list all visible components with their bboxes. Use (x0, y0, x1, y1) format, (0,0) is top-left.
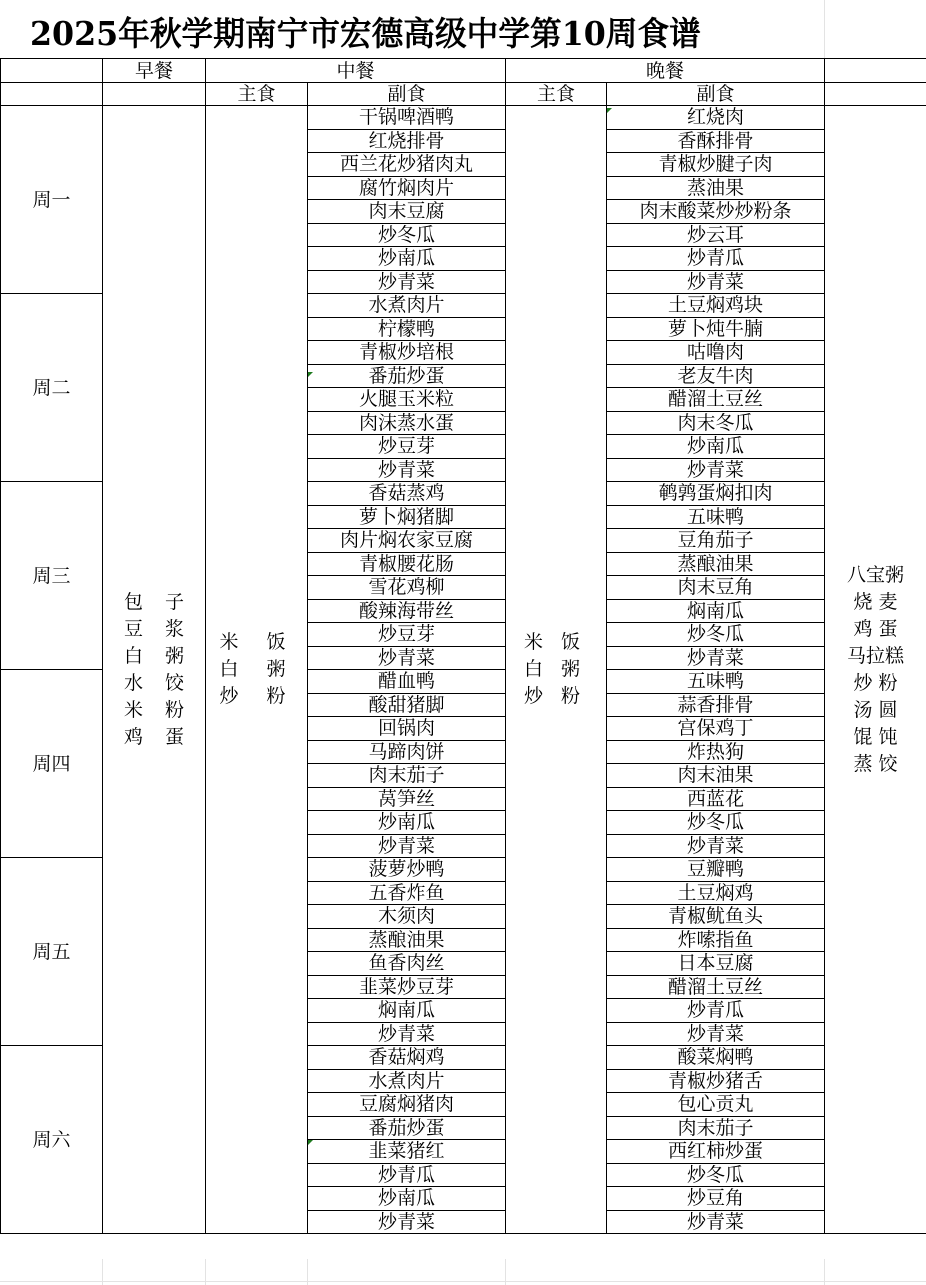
header-lunch: 中餐 (206, 59, 506, 83)
lunch-side-dish: 炒冬瓜 (308, 223, 506, 247)
breakfast-item-char: 浆 (165, 617, 185, 640)
dinner-staple-list (524, 629, 580, 710)
lunch-side-dish: 炒南瓜 (308, 1187, 506, 1211)
day-label: 周五 (1, 858, 103, 1046)
lunch-side-dish: 炒青菜 (308, 646, 506, 670)
lunch-side-dish: 炒青菜 (308, 458, 506, 482)
lunch-side-dish: 柠檬鸭 (308, 317, 506, 341)
night-snack-item: 汤 圆 (853, 698, 898, 721)
empty-header-cell (1, 59, 103, 83)
lunch-side-dish: 炒青菜 (308, 270, 506, 294)
dinner-side-dish: 蒸油果 (607, 176, 825, 200)
lunch-side-dish: 水煮肉片 (308, 1069, 506, 1093)
breakfast-item-char: 饺 (165, 671, 185, 694)
breakfast-item-char: 粥 (165, 644, 185, 667)
dinner-side-dish: 蒸酿油果 (607, 552, 825, 576)
dinner-staple-char: 粥 (561, 658, 581, 680)
dinner-staple-cell (506, 106, 607, 1234)
dinner-side-dish: 炒青菜 (607, 646, 825, 670)
breakfast-list (124, 589, 184, 751)
empty-header-cell (103, 83, 206, 106)
empty-header-cell (1, 83, 103, 106)
lunch-side-dish: 炒豆芽 (308, 435, 506, 459)
lunch-staple-char: 米 (219, 631, 239, 653)
dinner-side-dish: 炸热狗 (607, 740, 825, 764)
lunch-side-dish: 西兰花炒猪肉丸 (308, 153, 506, 177)
night-snack-cell (825, 106, 926, 1234)
lunch-side-dish: 腐竹焖肉片 (308, 176, 506, 200)
lunch-side-dish: 酸甜猪脚 (308, 693, 506, 717)
lunch-staple-char: 粉 (266, 685, 286, 707)
dinner-side-dish: 咕噜肉 (607, 341, 825, 365)
lunch-side-dish: 木须肉 (308, 905, 506, 929)
empty-header-cell (825, 59, 926, 83)
dinner-side-dish: 西蓝花 (607, 787, 825, 811)
dinner-side-dish: 青椒炒猪舌 (607, 1069, 825, 1093)
night-snack-item: 蒸 饺 (853, 752, 898, 775)
empty-header-cell (825, 83, 926, 106)
header-dinner-side: 副食 (607, 83, 825, 106)
header-dinner: 晚餐 (506, 59, 825, 83)
lunch-side-dish: 炒青瓜 (308, 1163, 506, 1187)
day-label: 周一 (1, 106, 103, 294)
lunch-side-dish: 红烧排骨 (308, 129, 506, 153)
dinner-side-dish: 焖南瓜 (607, 599, 825, 623)
breakfast-item-char: 豆 (123, 617, 143, 640)
header-breakfast: 早餐 (103, 59, 206, 83)
dinner-side-dish: 青椒炒腱子肉 (607, 153, 825, 177)
day-label: 周二 (1, 294, 103, 482)
lunch-side-dish: 番茄炒蛋 (308, 1116, 506, 1140)
lunch-side-dish: 酸辣海带丝 (308, 599, 506, 623)
breakfast-cell (103, 106, 206, 1234)
lunch-side-dish: 萝卜焖猪脚 (308, 505, 506, 529)
dinner-side-dish: 炒青瓜 (607, 999, 825, 1023)
lunch-side-dish: 炒青菜 (308, 1210, 506, 1234)
night-snack-item: 鸡 蛋 (853, 617, 898, 640)
lunch-side-dish: 鱼香肉丝 (308, 952, 506, 976)
breakfast-item-char: 水 (123, 671, 143, 694)
header-row-types (1, 83, 926, 106)
dinner-staple-char: 白 (524, 658, 544, 680)
night-snack-item: 八宝粥 (847, 563, 905, 586)
lunch-side-dish: 豆腐焖猪肉 (308, 1093, 506, 1117)
breakfast-item (124, 643, 184, 670)
dinner-staple-char: 炒 (524, 685, 544, 707)
breakfast-item (124, 724, 184, 751)
night-snack-item: 马拉糕 (847, 644, 905, 667)
empty-gridlines (0, 1259, 926, 1285)
breakfast-item-char: 白 (123, 644, 143, 667)
lunch-side-dish: 蒸酿油果 (308, 928, 506, 952)
breakfast-item-char: 包 (123, 590, 143, 613)
title-row (0, 0, 926, 58)
lunch-side-dish: 火腿玉米粒 (308, 388, 506, 412)
lunch-side-dish: 炒南瓜 (308, 247, 506, 271)
dinner-side-dish: 肉末冬瓜 (607, 411, 825, 435)
dinner-staple-item (524, 629, 580, 656)
breakfast-item-char: 鸡 (123, 725, 143, 748)
breakfast-item-char: 子 (165, 590, 185, 613)
day-label: 周四 (1, 670, 103, 858)
lunch-staple-item (219, 683, 285, 710)
dinner-side-dish: 肉末茄子 (607, 1116, 825, 1140)
night-snack-item: 烧 麦 (853, 590, 898, 613)
dinner-side-dish: 醋溜土豆丝 (607, 388, 825, 412)
breakfast-item (124, 589, 184, 616)
header-dinner-staple: 主食 (506, 83, 607, 106)
dinner-side-dish: 炒冬瓜 (607, 1163, 825, 1187)
dinner-side-dish: 炒青菜 (607, 1022, 825, 1046)
dinner-side-dish: 红烧肉 (607, 106, 825, 130)
lunch-side-dish: 炒南瓜 (308, 811, 506, 835)
dinner-side-dish: 老友牛肉 (607, 364, 825, 388)
lunch-side-dish: 干锅啤酒鸭 (308, 106, 506, 130)
lunch-side-dish: 炒豆芽 (308, 623, 506, 647)
dinner-side-dish: 五味鸭 (607, 505, 825, 529)
lunch-side-dish: 炒青菜 (308, 834, 506, 858)
lunch-side-dish: 炒青菜 (308, 1022, 506, 1046)
lunch-side-dish: 肉末豆腐 (308, 200, 506, 224)
dinner-staple-char: 粉 (561, 685, 581, 707)
comment-marker-icon (308, 1140, 313, 1145)
dinner-side-dish: 炒青菜 (607, 458, 825, 482)
lunch-side-dish: 香菇蒸鸡 (308, 482, 506, 506)
dinner-side-dish: 萝卜炖牛腩 (607, 317, 825, 341)
day-label: 周六 (1, 1046, 103, 1234)
menu-table (0, 58, 926, 1234)
lunch-side-dish: 番茄炒蛋 (308, 364, 506, 388)
dinner-side-dish: 炒青菜 (607, 834, 825, 858)
dinner-side-dish: 土豆焖鸡块 (607, 294, 825, 318)
breakfast-item (124, 670, 184, 697)
dinner-side-dish: 包心贡丸 (607, 1093, 825, 1117)
dinner-side-dish: 炸嗦指鱼 (607, 928, 825, 952)
lunch-side-dish: 雪花鸡柳 (308, 576, 506, 600)
lunch-side-dish: 青椒腰花肠 (308, 552, 506, 576)
day-label: 周三 (1, 482, 103, 670)
lunch-side-dish: 回锅肉 (308, 717, 506, 741)
gridline (824, 0, 825, 58)
lunch-side-dish: 青椒炒培根 (308, 341, 506, 365)
lunch-staple-char: 白 (219, 658, 239, 680)
breakfast-item-char: 粉 (165, 698, 185, 721)
dinner-staple-item (524, 683, 580, 710)
dinner-staple-char: 米 (524, 631, 544, 653)
dinner-side-dish: 炒豆角 (607, 1187, 825, 1211)
dinner-side-dish: 炒青瓜 (607, 247, 825, 271)
dinner-side-dish: 土豆焖鸡 (607, 881, 825, 905)
lunch-side-dish: 莴笋丝 (308, 787, 506, 811)
dinner-side-dish: 蒜香排骨 (607, 693, 825, 717)
lunch-staple-item (219, 629, 285, 656)
dinner-staple-item (524, 656, 580, 683)
lunch-staple-cell (206, 106, 308, 1234)
page-title: 2025年秋学期南宁市宏德高级中学第10周食谱 (30, 14, 701, 53)
dinner-side-dish: 炒云耳 (607, 223, 825, 247)
dinner-side-dish: 炒冬瓜 (607, 623, 825, 647)
dinner-side-dish: 炒青菜 (607, 1210, 825, 1234)
header-lunch-side: 副食 (308, 83, 506, 106)
night-snack-list (847, 562, 904, 778)
table-row (1, 106, 926, 130)
dinner-side-dish: 肉末豆角 (607, 576, 825, 600)
lunch-side-dish: 醋血鸭 (308, 670, 506, 694)
dinner-side-dish: 豆角茄子 (607, 529, 825, 553)
lunch-side-dish: 马蹄肉饼 (308, 740, 506, 764)
lunch-side-dish: 五香炸鱼 (308, 881, 506, 905)
lunch-side-dish: 肉沫蒸水蛋 (308, 411, 506, 435)
lunch-side-dish: 水煮肉片 (308, 294, 506, 318)
lunch-side-dish: 焖南瓜 (308, 999, 506, 1023)
lunch-side-dish: 韭菜猪红 (308, 1140, 506, 1164)
breakfast-item-char: 蛋 (165, 725, 185, 748)
dinner-side-dish: 鹌鹑蛋焖扣肉 (607, 482, 825, 506)
comment-marker-icon (308, 372, 313, 377)
dinner-side-dish: 青椒鱿鱼头 (607, 905, 825, 929)
lunch-side-dish: 韭菜炒豆芽 (308, 975, 506, 999)
dinner-side-dish: 日本豆腐 (607, 952, 825, 976)
night-snack-item: 馄 饨 (853, 725, 898, 748)
header-row-meals (1, 59, 926, 83)
dinner-side-dish: 肉末油果 (607, 764, 825, 788)
dinner-side-dish: 炒青菜 (607, 270, 825, 294)
lunch-staple-item (219, 656, 285, 683)
breakfast-item-char: 米 (123, 698, 143, 721)
dinner-side-dish: 肉末酸菜炒炒粉条 (607, 200, 825, 224)
dinner-side-dish: 香酥排骨 (607, 129, 825, 153)
lunch-side-dish: 肉片焖农家豆腐 (308, 529, 506, 553)
lunch-staple-list (219, 629, 285, 710)
dinner-side-dish: 宫保鸡丁 (607, 717, 825, 741)
breakfast-item (124, 697, 184, 724)
lunch-side-dish: 香菇焖鸡 (308, 1046, 506, 1070)
dinner-side-dish: 炒南瓜 (607, 435, 825, 459)
dinner-side-dish: 豆瓣鸭 (607, 858, 825, 882)
breakfast-item (124, 616, 184, 643)
night-snack-item: 炒 粉 (853, 671, 898, 694)
comment-marker-icon (607, 108, 612, 113)
dinner-side-dish: 酸菜焖鸭 (607, 1046, 825, 1070)
dinner-side-dish: 炒冬瓜 (607, 811, 825, 835)
dinner-staple-char: 饭 (561, 631, 581, 653)
dinner-side-dish: 西红柿炒蛋 (607, 1140, 825, 1164)
lunch-side-dish: 肉末茄子 (308, 764, 506, 788)
header-lunch-staple: 主食 (206, 83, 308, 106)
dinner-side-dish: 醋溜土豆丝 (607, 975, 825, 999)
lunch-staple-char: 饭 (266, 631, 286, 653)
dinner-side-dish: 五味鸭 (607, 670, 825, 694)
lunch-staple-char: 粥 (266, 658, 286, 680)
lunch-side-dish: 菠萝炒鸭 (308, 858, 506, 882)
lunch-staple-char: 炒 (219, 685, 239, 707)
